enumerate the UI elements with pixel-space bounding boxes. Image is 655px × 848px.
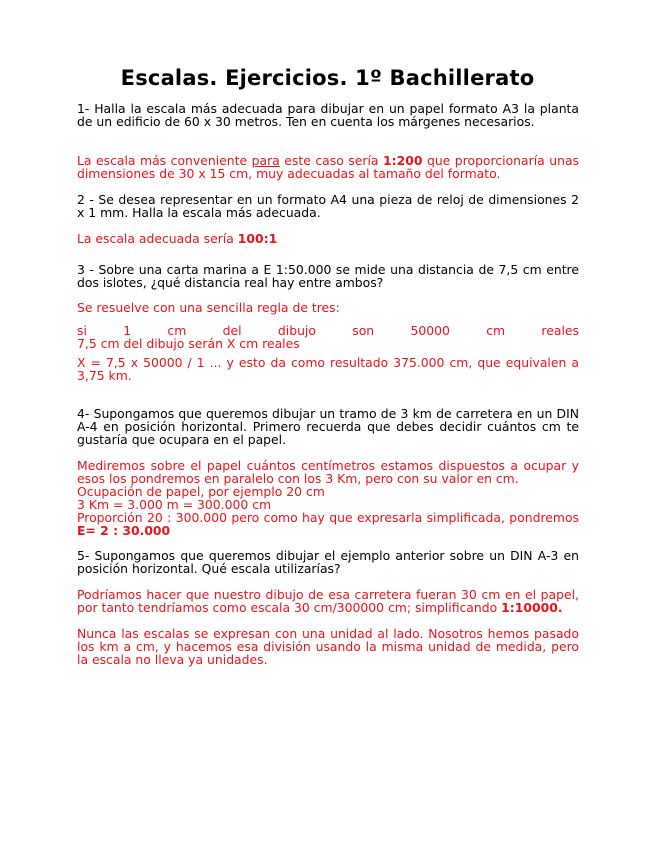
answer-1-post: que proporcionaría unas dimensiones de 30 x 15 cm, muy adecuadas al tamaño del formato.: [77, 153, 580, 181]
answer-5-scale: 1:10000.: [501, 600, 563, 615]
answer-4-l3: 3 Km = 3.000 m = 300.000 cm: [77, 497, 272, 512]
answer-2-pre: La escala adecuada sería: [77, 231, 238, 246]
answer-3-intro: Se resuelve con una sencilla regla de tres:: [77, 300, 340, 315]
answer-5-p1-text: Podríamos hacer que nuestro dibujo de esa carretera fueran 30 cm en el papel, por tanto tendríamos como escala 30 cm/300000 cm; simplificando: [77, 587, 579, 615]
answer-5-p2: Nunca las escalas se expresan con una unidad al lado. Nosotros hemos pasado los km a cm, y hacemos esa división usando la misma unidad de medida, pero la escala no lleva ya unidades.: [77, 626, 579, 667]
page-title: Escalas. Ejercicios. 1º Bachillerato: [120, 66, 535, 90]
question-4: 4- Supongamos que queremos dibujar un tramo de 3 km de carretera en un DIN A-4 en posición horizontal. Primero recuerda que debes decidir cuántos cm te gustaría que ocupara en el papel.: [77, 406, 579, 447]
answer-4-l2: Ocupación de papel, por ejemplo 20 cm: [77, 484, 325, 499]
answer-1-mid: este caso sería: [279, 153, 383, 168]
question-5: 5- Supongamos que queremos dibujar el ejemplo anterior sobre un DIN A-3 en posición horizontal. Qué escala utilizarías?: [77, 548, 579, 576]
answer-5-p1: [77, 588, 579, 614]
answer-2: [77, 232, 579, 245]
answer-4-l4: [77, 511, 579, 537]
question-2: 2 - Se desea representar en un formato A4 una pieza de reloj de dimensiones 2 x 1 mm. Halla la escala más adecuada.: [77, 192, 579, 220]
question-1: 1- Halla la escala más adecuada para dibujar en un papel formato A3 la planta de un edificio de 60 x 30 metros. Ten en cuenta los márgenes necesarios.: [77, 101, 579, 129]
answer-4-p1: Mediremos sobre el papel cuántos centímetros estamos dispuestos a ocupar y esos los pondremos en paralelo con los 3 Km, pero con su valor en cm.: [77, 458, 579, 486]
answer-1-pre: La escala más conveniente: [77, 153, 252, 168]
answer-1: [77, 154, 579, 180]
answer-1-scale: 1:200: [383, 153, 423, 168]
answer-2-scale: 100:1: [237, 231, 278, 246]
answer-4-l4-text: Proporción 20 : 300.000 pero como hay que expresarla simplificada, pondremos: [77, 510, 579, 525]
answer-3-line1: si 1 cm del dibujo son 50000 cm reales: [77, 323, 579, 338]
answer-4-scale: E= 2 : 30.000: [77, 523, 171, 538]
answer-1-underlined: para: [251, 153, 280, 168]
answer-3-line3: X = 7,5 x 50000 / 1 ... y esto da como resultado 375.000 cm, que equivalen a 3,75 km.: [77, 355, 579, 383]
question-3: 3 - Sobre una carta marina a E 1:50.000 se mide una distancia de 7,5 cm entre dos islotes, ¿qué distancia real hay entre ambos?: [77, 262, 579, 290]
answer-3-line2: 7,5 cm del dibujo serán X cm reales: [77, 336, 300, 351]
